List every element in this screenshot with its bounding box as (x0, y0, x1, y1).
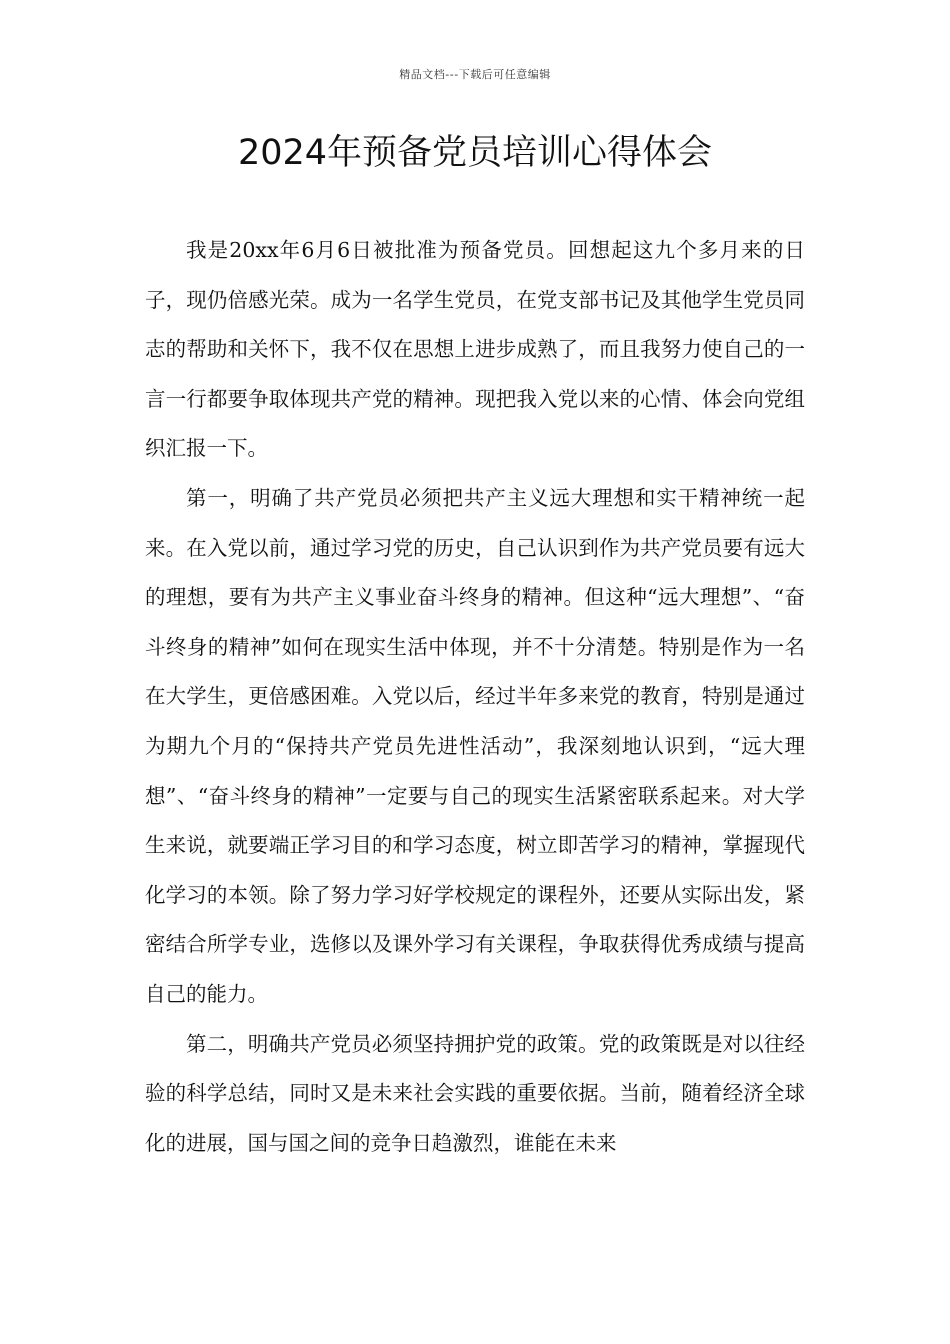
document-body (145, 226, 805, 1168)
paragraph-3: 第二，明确共产党员必须坚持拥护党的政策。党的政策既是对以往经验的科学总结，同时又是未来社会实践的重要依据。当前，随着经济全球化的进展，国与国之间的竞争日趋激烈，谁能在未来 (145, 1031, 805, 1155)
paragraph-1: 我是20xx年6月6日被批准为预备党员。回想起这九个多月来的日子，现仍倍感光荣。成为一名学生党员，在党支部书记及其他学生党员同志的帮助和关怀下，我不仅在思想上进步成熟了，而且我努力使自己的一言一行都要争取体现共产党的精神。现把我入党以来的心情、体会向党组织汇报一下。 (145, 238, 805, 461)
header-note: 精品文档---下载后可任意编辑 (399, 68, 551, 81)
paragraph-2: 第一，明确了共产党员必须把共产主义远大理想和实干精神统一起来。在入党以前，通过学习党的历史，自己认识到作为共产党员要有远大的理想，要有为共产主义事业奋斗终身的精神。但这种“远大理想”、“奋斗终身的精神”如何在现实生活中体现，并不十分清楚。特别是作为一名在大学生，更倍感困难。入党以后，经过半年多来党的教育，特别是通过为期九个月的“保持共产党员先进性活动”，我深刻地认识到，“远大理想”、“奋斗终身的精神”一定要与自己的现实生活紧密联系起来。对大学生来说，就要端正学习目的和学习态度，树立即苦学习的精神，掌握现代化学习的本领。除了努力学习好学校规定的课程外，还要从实际出发，紧密结合所学专业，选修以及课外学习有关课程，争取获得优秀成绩与提高自己的能力。 (145, 485, 805, 1006)
document-title: 2024年预备党员培训心得体会 (237, 133, 713, 173)
